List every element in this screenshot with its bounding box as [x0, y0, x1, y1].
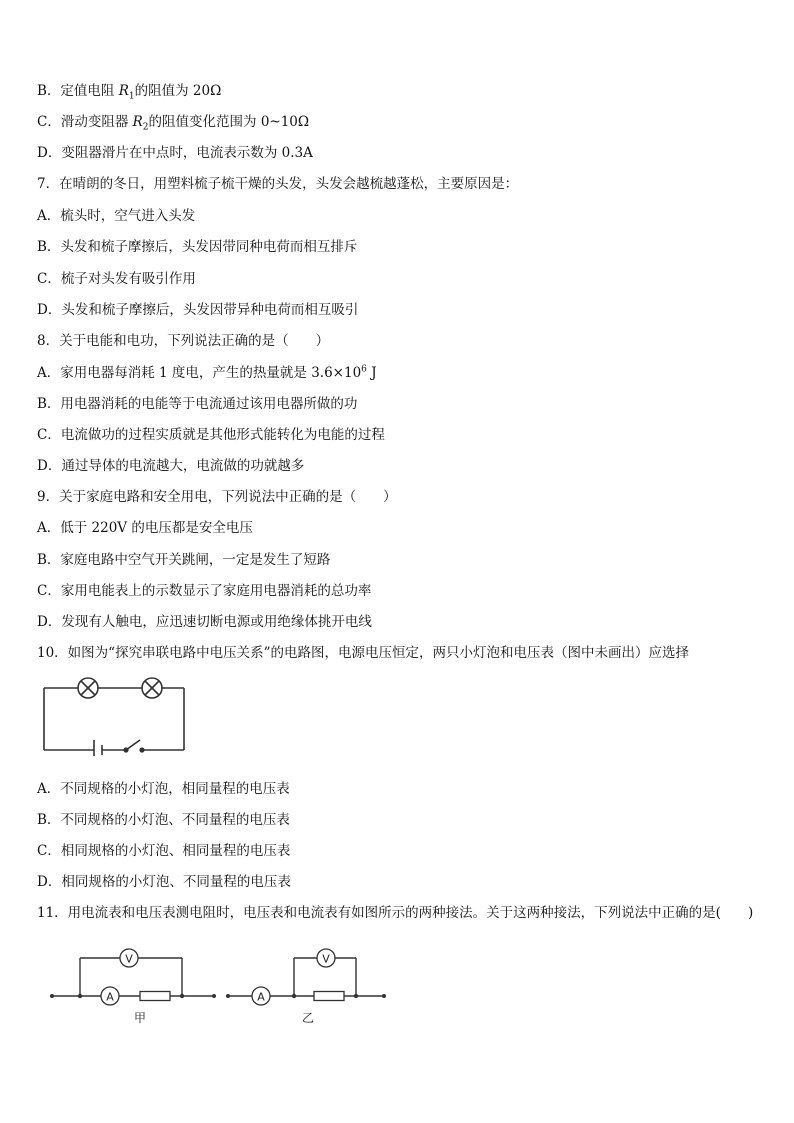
q11-measurement-circuits-diagram [44, 942, 394, 1026]
ammeter-icon [252, 987, 270, 1005]
q7-option-d: D．头发和梳子摩擦后，头发因带异种电荷而相互吸引 [37, 302, 359, 318]
q9-option-a: A．低于 220V 的电压都是安全电压 [37, 520, 253, 536]
q7-option-b: B．头发和梳子摩擦后，头发因带同种电荷而相互排斥 [37, 239, 358, 255]
q8-option-b: B．用电器消耗的电能等于电流通过该用电器所做的功 [37, 396, 358, 412]
q7-option-c: C．梳子对头发有吸引作用 [37, 271, 196, 287]
svg-text:V: V [125, 952, 133, 966]
lamp-icon [142, 678, 162, 698]
figure-label-jia: 甲 [133, 1011, 147, 1025]
q9-option-c: C．家用电能表上的示数显示了家庭用电器消耗的总功率 [37, 583, 372, 599]
figure-label-yi: 乙 [301, 1011, 315, 1025]
q11-stem: 11．用电流表和电压表测电阻时，电压表和电流表有如图所示的两种接法。关于这两种接法，下列说法中正确的是( ) [37, 905, 754, 921]
ammeter-icon [101, 987, 119, 1005]
q10-option-b: B．不同规格的小灯泡、不同量程的电压表 [37, 812, 290, 828]
svg-text:V: V [322, 952, 330, 966]
q6-option-d: D．变阻器滑片在中点时，电流表示数为 0.3A [37, 145, 313, 161]
q8-option-d: D．通过导体的电流越大，电流做的功就越多 [37, 458, 305, 474]
q6-option-c: C．滑动变阻器 $R_2$的阻值变化范围为 0~10Ω [37, 114, 310, 133]
q9-option-d: D．发现有人触电，应迅速切断电源或用绝缘体挑开电线 [37, 614, 372, 630]
voltmeter-icon [120, 949, 138, 967]
q10-option-c: C．相同规格的小灯泡、相同量程的电压表 [37, 843, 291, 859]
resistor-icon [140, 992, 170, 1001]
q8-option-a: A．家用电器每消耗 1 度电，产生的热量就是 $3.6\times 10^6$ J [37, 364, 377, 381]
q8-option-c: C．电流做功的过程实质就是其他形式能转化为电能的过程 [37, 427, 385, 443]
q9-stem: 9．关于家庭电路和安全用电，下列说法中正确的是（ ） [37, 489, 397, 505]
q7-stem: 7．在晴朗的冬日，用塑料梳子梳干燥的头发，头发会越梳越蓬松，主要原因是： [37, 176, 519, 192]
q8-stem: 8．关于电能和电功，下列说法正确的是（ ） [37, 333, 330, 349]
q10-option-d: D．相同规格的小灯泡、不同量程的电压表 [37, 874, 291, 890]
switch-icon [124, 740, 144, 752]
svg-text:A: A [257, 990, 265, 1004]
resistor-icon [314, 992, 344, 1001]
svg-text:A: A [106, 990, 114, 1004]
q6-option-b: B．定值电阻 $R_1$的阻值为 20Ω [37, 83, 222, 102]
q10-series-circuit-diagram [38, 672, 194, 756]
battery-icon [94, 740, 102, 756]
voltmeter-icon [317, 949, 335, 967]
lamp-icon [78, 678, 98, 698]
q9-option-b: B．家庭电路中空气开关跳闸，一定是发生了短路 [37, 552, 331, 568]
q10-stem: 10．如图为“探究串联电路中电压关系”的电路图，电源电压恒定，两只小灯泡和电压表（图中未画出）应选择 [37, 645, 689, 661]
q10-option-a: A．不同规格的小灯泡，相同量程的电压表 [37, 781, 290, 797]
q7-option-a: A．梳头时，空气进入头发 [37, 208, 196, 224]
